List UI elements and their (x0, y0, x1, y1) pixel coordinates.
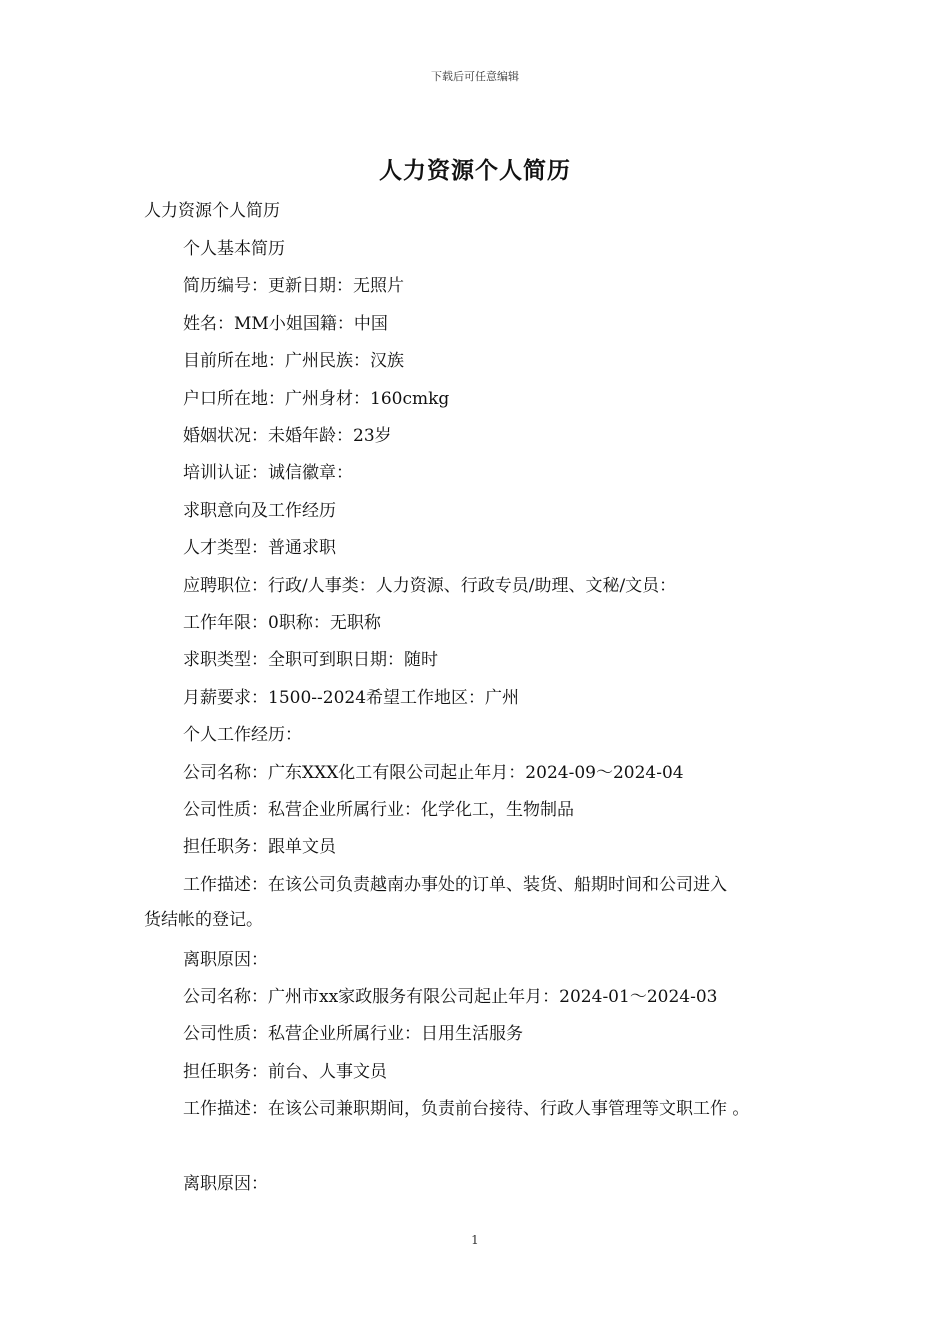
text-line: 培训认证：诚信徽章： (183, 463, 353, 483)
text-line: 货结帐的登记。 (144, 910, 263, 930)
text-line: 简历编号：更新日期：无照片 (183, 276, 404, 296)
text-line: 户口所在地：广州身材：160cmkg (183, 389, 450, 409)
text-line: 应聘职位：行政/人事类：人力资源、行政专员/助理、文秘/文员： (183, 576, 677, 596)
text-line: 姓名：MM小姐国籍：中国 (183, 314, 388, 334)
text-line: 人力资源个人简历 (144, 201, 280, 221)
text-line: 目前所在地：广州民族：汉族 (183, 351, 404, 371)
text-line: 担任职务：跟单文员 (183, 837, 336, 857)
text-line: 个人基本简历 (183, 239, 285, 259)
text-line: 公司性质：私营企业所属行业：化学化工，生物制品 (183, 800, 574, 820)
text-line: 工作年限：0职称：无职称 (183, 613, 381, 633)
text-line: 公司名称：广东XXX化工有限公司起止年月：2024-09～2024-04 (183, 763, 684, 783)
text-line: 求职意向及工作经历 (183, 501, 336, 521)
page-number: 1 (471, 1233, 479, 1247)
text-line: 公司名称：广州市xx家政服务有限公司起止年月：2024-01～2024-03 (183, 987, 718, 1007)
page-header: 下载后可任意编辑 (431, 70, 519, 83)
text-line: 求职类型：全职可到职日期：随时 (183, 650, 438, 670)
text-line: 离职原因： (183, 1174, 268, 1194)
text-line: 担任职务：前台、人事文员 (183, 1062, 387, 1082)
text-line: 月薪要求：1500--2024希望工作地区：广州 (183, 688, 520, 708)
document-title: 人力资源个人简历 (379, 157, 571, 184)
text-line: 婚姻状况：未婚年龄：23岁 (183, 426, 392, 446)
text-line: 公司性质：私营企业所属行业：日用生活服务 (183, 1024, 523, 1044)
text-line: 个人工作经历： (183, 725, 302, 745)
text-line: 工作描述：在该公司负责越南办事处的订单、装货、船期时间和公司进入 (183, 875, 727, 895)
text-line: 人才类型：普通求职 (183, 538, 336, 558)
text-line: 工作描述：在该公司兼职期间，负责前台接待、行政人事管理等文职工作 。 (183, 1099, 750, 1119)
text-line: 离职原因： (183, 950, 268, 970)
